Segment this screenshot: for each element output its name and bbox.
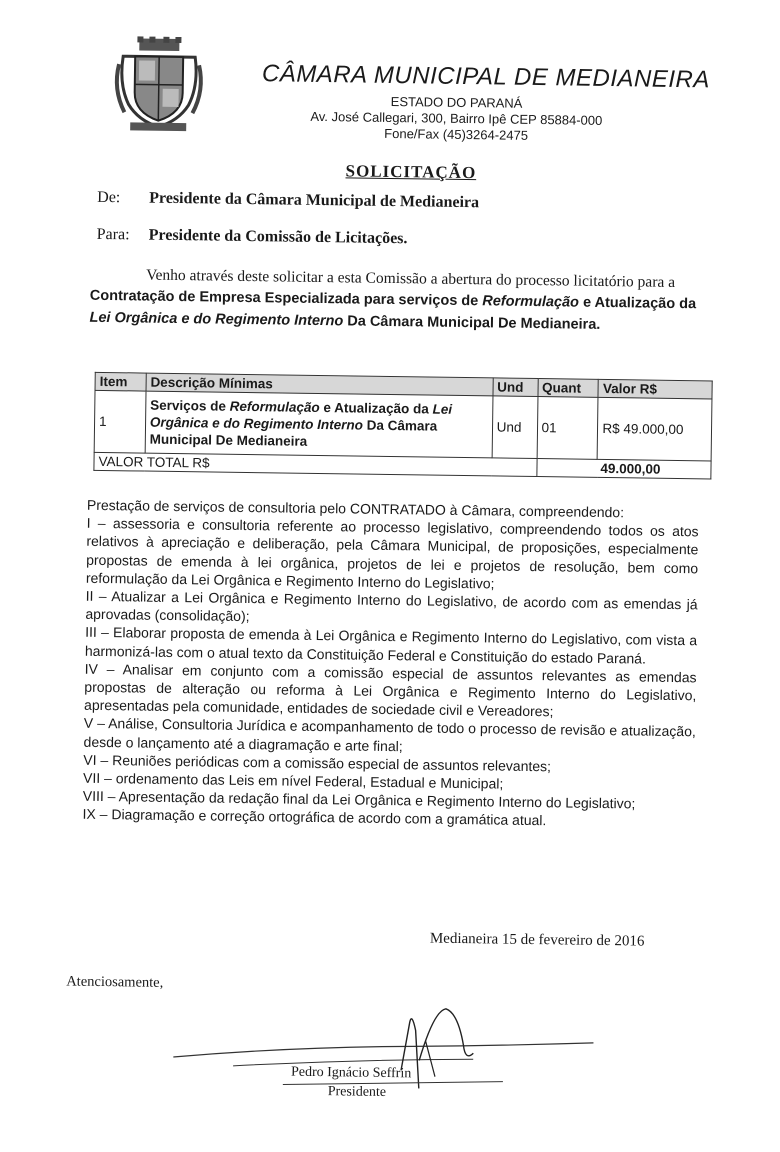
desc-a: Serviços de [150, 397, 230, 414]
header-desc: Descrição Mínimas [146, 373, 493, 396]
to-label: Para: [96, 225, 130, 244]
row-valor: R$ 49.000,00 [597, 397, 711, 461]
greeting: Atenciosamente, [66, 973, 164, 991]
header-valor: Valor R$ [598, 379, 712, 399]
body-line: Prestação de serviços de consultoria pelo CONTRATADO à Câmara, compreendendo: [86, 496, 625, 521]
desc-c: e Atualização da [319, 400, 433, 417]
body-line: VII – ordenamento das Leis em nível Federal, Estadual e Municipal; [82, 769, 504, 792]
body-line: III – Elaborar proposta de emenda à Lei Orgânica e Regimento Interno do Legislativo, com vista a harmonizá-las com o atual texto da Constituição Federal e Constituição do estado Paraná. [84, 624, 698, 667]
from-label: De: [97, 188, 121, 207]
intro-p2: Reformulação [482, 293, 580, 311]
request-table [93, 372, 712, 480]
body-line: IV – Analisar em conjunto com a comissão especial de assuntos relevantes as emendas propostas de alteração ou reforma à Lei Orgânica e Regimento Interno do Legislativo, apresentadas pela comunidade, entidades de sociedade civil e Vereadores; [84, 660, 697, 720]
desc-b: Reformulação [229, 398, 320, 416]
to-value: Presidente da Comissão de Licitações. [148, 226, 408, 248]
organization-name: CÂMARA MUNICIPAL DE MEDIANEIRA [261, 60, 711, 94]
from-value: Presidente da Câmara Municipal de Medianeira [149, 189, 480, 212]
document-title: SOLICITAÇÃO [345, 161, 477, 183]
address-line: Av. José Callegari, 300, Bairro Ipê CEP 85884-000 [310, 108, 603, 128]
row-item: 1 [94, 390, 146, 453]
table-row [94, 390, 712, 461]
intro-p5: Da Câmara Municipal De Medianeira. [343, 313, 601, 333]
state-line: ESTADO DO PARANÁ [390, 93, 523, 111]
desc-d: Lei Orgânica e do Regimento Interno [149, 401, 453, 433]
closing-date: Medianeira 15 de fevereiro de 2016 [429, 930, 645, 950]
municipal-crest-icon [108, 34, 209, 135]
row-quant: 01 [537, 397, 599, 460]
intro-lead: Venho através deste solicitar a esta Comissão a abertura do processo licitatório para a [146, 266, 676, 291]
intro-p3: e Atualização da [578, 294, 697, 313]
body-line: VI – Reuniões periódicas com a comissão especial de assuntos relevantes; [83, 751, 552, 775]
header-item: Item [95, 372, 146, 391]
to-row [97, 226, 408, 248]
total-label: VALOR TOTAL R$ [94, 452, 537, 476]
services-body [82, 496, 699, 832]
body-line: I – assessoria e consultoria referente ao processo legislativo, compreendendo todos os atos relativos à apreciação e deliberação, pela Câmara Municipal, de proposições, especialmente propostas de emenda à lei orgânica, projetos de lei e projetos de resolução, bem como reformulação da Lei Orgânica e Regimento Interno do Legislativo; [85, 514, 699, 592]
header-quant: Quant [537, 379, 598, 398]
signer-name: Pedro Ignácio Seffrin [290, 1064, 412, 1082]
body-line: II – Atualizar a Lei Orgânica e Regimento Interno do Legislativo, de acordo com as emendas já aprovadas (consolidação); [85, 587, 698, 625]
intro-p1: Contratação de Empresa Especializada para serviços de [89, 287, 483, 310]
desc-e: Da Câmara Municipal De Medianeira [149, 417, 438, 449]
phone-line: Fone/Fax (45)3264-2475 [384, 125, 529, 143]
from-row [97, 189, 479, 212]
total-value: 49.000,00 [536, 459, 711, 479]
row-description [145, 391, 493, 458]
intro-paragraph [89, 264, 704, 338]
signature-icon [173, 997, 614, 1103]
intro-p4: Lei Orgânica e do Regimento Interno [89, 309, 344, 330]
header-und: Und [493, 378, 538, 397]
body-line: IX – Diagramação e correção ortográfica de acordo com a gramática atual. [82, 806, 547, 829]
row-und: Und [492, 396, 538, 459]
body-line: VIII – Apresentação da redação final da Lei Orgânica e Regimento Interno do Legislativo; [82, 787, 636, 812]
body-line: V – Análise, Consultoria Jurídica e acompanhamento de todo o processo de revisão e atualização, desde o lançamento até a diagramação e arte final; [83, 715, 696, 754]
signer-role: Presidente [327, 1084, 387, 1100]
